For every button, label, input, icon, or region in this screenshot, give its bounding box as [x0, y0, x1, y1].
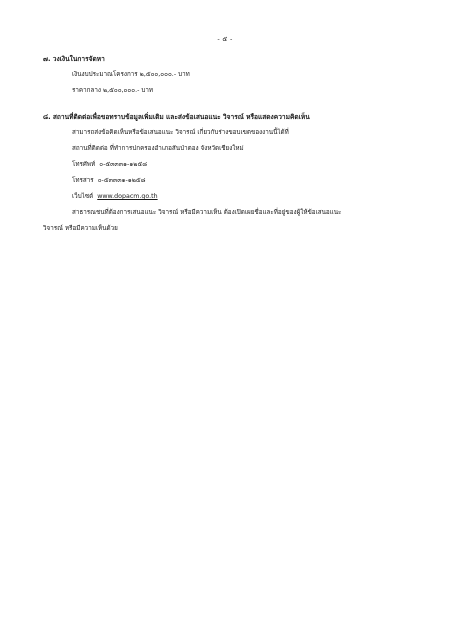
website-label: เว็บไซต์	[72, 193, 94, 200]
fax-row	[72, 177, 146, 185]
comment-intro: สามารถส่งข้อคิดเห็นหรือข้อเสนอแนะ วิจารณ์ เกี่ยวกับร่างขอบเขตของงานนี้ได้ที่	[72, 129, 289, 136]
phone-row	[72, 161, 147, 169]
website-link[interactable]: www.dopacm.go.th	[97, 193, 158, 200]
project-budget: เงินงบประมาณโครงการ ๒,๕๐๐,๐๐๐.- บาท	[72, 71, 190, 78]
phone-label: โทรศัพท์	[72, 161, 96, 168]
public-note-line-1: สาธารณชนที่ต้องการเสนอแนะ วิจารณ์ หรือมีความเห็น ต้องเปิดเผยชื่อและที่อยู่ของผู้ให้ข้อเสนอแนะ	[72, 209, 342, 216]
median-price: ราคากลาง ๒,๕๐๐,๐๐๐.- บาท	[72, 87, 154, 94]
fax-number: ๐-๕๓๓๓๑-๑๒๕๘	[97, 177, 146, 184]
phone-number: ๐-๕๓๓๓๑-๑๒๕๘	[99, 161, 148, 168]
website-row	[72, 193, 158, 201]
section-8-heading: ๘. สถานที่ติดต่อเพื่อขอทราบข้อมูลเพิ่มเติม และส่งข้อเสนอแนะ วิจารณ์ หรือแสดงความคิดเห็น	[43, 113, 310, 121]
public-note-line-2: วิจารณ์ หรือมีความเห็นด้วย	[43, 225, 118, 232]
section-7-heading: ๗. วงเงินในการจัดหา	[43, 55, 105, 63]
page-number: - ๕ -	[217, 35, 233, 43]
fax-label: โทรสาร	[72, 177, 94, 184]
contact-address: สถานที่ติดต่อ ที่ทำการปกครองอำเภอสันป่าตอง จังหวัดเชียงใหม่	[72, 145, 244, 152]
